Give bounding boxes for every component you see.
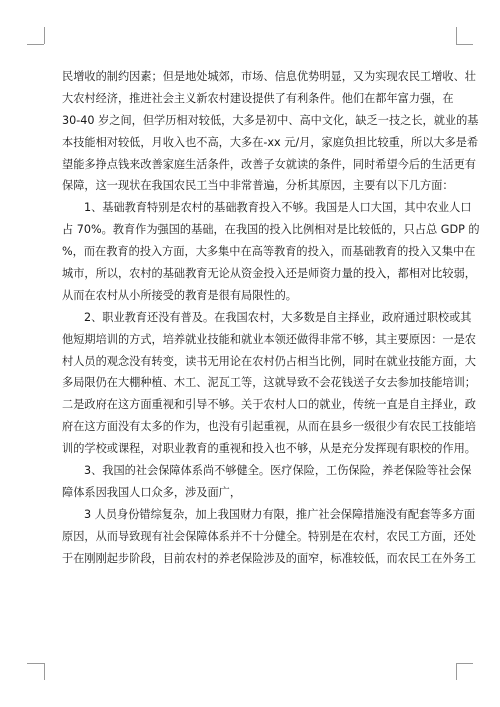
crop-mark-top-left-horizontal — [27, 44, 44, 45]
document-body — [62, 66, 480, 569]
text-line: 城市，所以，农村的基础教育无论从资金投入还是师资力量的投入，都相对比较弱， — [62, 267, 476, 281]
text-line: 30-40 岁之间，但学历相对较低，大多是初中、高中文化，缺乏一技之长，就业的基 — [62, 113, 479, 127]
text-line: 3、我国的社会保障体系尚不够健全。医疗保险，工伤保险，养老保险等社会保 — [84, 464, 472, 478]
text-line: 3 人员身份错综复杂，加上我国财力有限，推广社会保障措施没有配套等多方面 — [84, 507, 476, 521]
crop-mark-bottom-right-vertical — [456, 663, 457, 680]
text-line: 障体系因我国人口众多，涉及面广， — [62, 485, 242, 499]
text-line: 保障，这一现状在我国农民工当中非常普遍，分析其原因，主要有以下几方面： — [62, 179, 454, 193]
crop-mark-bottom-left-horizontal — [27, 663, 44, 664]
text-line: 大农村经济，推进社会主义新农村建设提供了有利条件。他们在都年富力强，在 — [62, 91, 454, 105]
text-line: 训的学校或课程，对职业教育的重视和投入也不够，从是充分发挥现有职校的作用。 — [62, 442, 476, 456]
crop-mark-bottom-right-horizontal — [456, 663, 473, 664]
text-line: 多局限仍在大棚种植、木工、泥瓦工等，这就导致不会花钱送子女去参加技能培训； — [62, 376, 476, 390]
crop-mark-top-right-vertical — [456, 27, 457, 44]
text-line: 他短期培训的方式，培养就业技能和就业本领还做得非常不够，其主要原因：一是农 — [62, 332, 476, 346]
crop-mark-top-left-vertical — [44, 27, 45, 44]
text-line: 原因，从而导致现有社会保障体系并不十分健全。特别是在农村，农民工方面，还处 — [62, 529, 476, 543]
text-line: 望能多挣点钱来改善家庭生活条件，改善子女就读的条件，同时希望今后的生活更有 — [62, 157, 476, 171]
text-line: 从而在农村从小所接受的教育是很有局限性的。 — [62, 288, 297, 302]
text-line: 府在这方面没有太多的作为，也没有引起重视，从而在县乡一级很少有农民工技能培 — [62, 420, 476, 434]
text-line: %，而在教育的投入方面，大多集中在高等教育的投入，而基础教育的投入又集中在 — [62, 245, 476, 259]
text-line: 于在刚刚起步阶段，目前农村的养老保险涉及的面窄，标准较低，而农民工在外务工 — [62, 551, 476, 565]
text-line: 二是政府在这方面重视和引导不够。关于农村人口的就业，传统一直是自主择业，政 — [62, 398, 476, 412]
text-line: 2、职业教育还没有普及。在我国农村，大多数是自主择业，政府通过职校或其 — [84, 310, 472, 324]
crop-mark-bottom-left-vertical — [44, 663, 45, 680]
text-line: 本技能相对较低，月收入也不高，大多在-xx 元/月，家庭负担比较重，所以大多是希 — [62, 135, 479, 149]
text-line: 村人员的观念没有转变，读书无用论在农村仍占相当比例，同时在就业技能方面，大 — [62, 354, 476, 368]
text-line: 民增收的制约因素；但是地处城郊，市场、信息优势明显，又为实现农民工增收、壮 — [62, 70, 476, 83]
text-line: 占 70%。教育作为强国的基础，在我国的投入比例相对是比较低的，只占总 GDP 的 — [62, 223, 480, 237]
text-line: 1、基础教育特别是农村的基础教育投入不够。我国是人口大国，其中农业人口 — [84, 201, 472, 215]
crop-mark-top-right-horizontal — [456, 44, 473, 45]
